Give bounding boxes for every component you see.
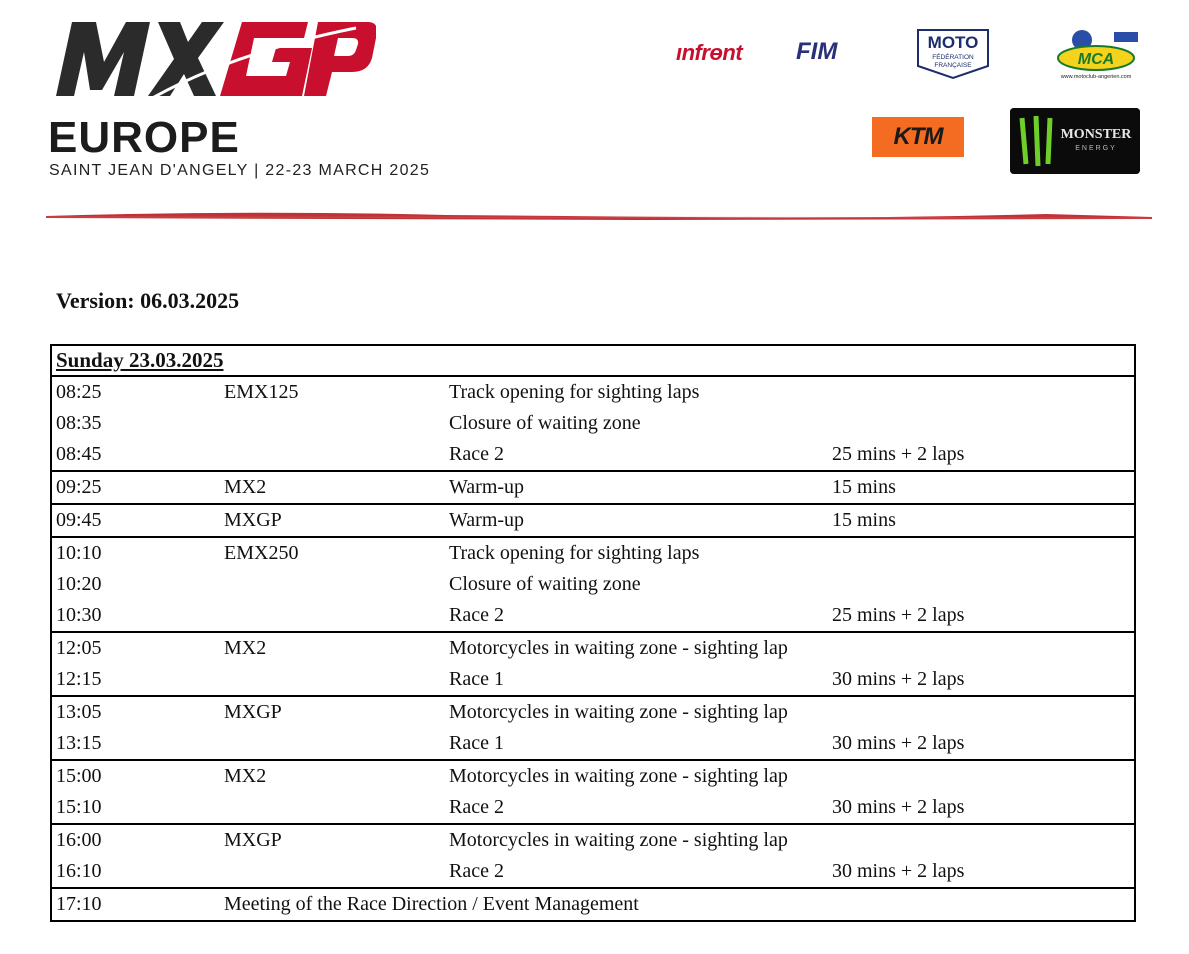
duration-cell: 25 mins + 2 laps xyxy=(832,443,965,465)
schedule-row xyxy=(52,408,1134,439)
time-cell: 10:10 xyxy=(56,542,102,564)
schedule-row xyxy=(52,856,1134,887)
activity-cell: Race 2 xyxy=(449,860,504,882)
schedule-table xyxy=(50,344,1136,922)
schedule-row xyxy=(52,538,1134,569)
fim-logo: FIM xyxy=(796,38,838,65)
time-cell: 12:15 xyxy=(56,668,102,690)
schedule-row xyxy=(52,728,1134,759)
schedule-row xyxy=(52,633,1134,664)
event-subtitle: SAINT JEAN D'ANGELY | 22-23 MARCH 2025 xyxy=(49,162,431,179)
activity-cell: Track opening for sighting laps xyxy=(449,381,700,403)
monster-energy-logo xyxy=(1010,108,1140,174)
schedule-row xyxy=(52,505,1134,536)
schedule-row xyxy=(52,889,1134,920)
svg-text:MONSTER: MONSTER xyxy=(1060,127,1132,142)
class-cell: EMX125 xyxy=(224,381,299,403)
activity-cell: Closure of waiting zone xyxy=(449,573,641,595)
time-cell: 16:10 xyxy=(56,860,102,882)
schedule-group xyxy=(52,538,1134,633)
duration-cell: 25 mins + 2 laps xyxy=(832,604,965,626)
schedule-row xyxy=(52,697,1134,728)
time-cell: 09:25 xyxy=(56,476,102,498)
schedule-group xyxy=(52,633,1134,697)
schedule-row xyxy=(52,792,1134,823)
activity-cell: Motorcycles in waiting zone - sighting lap xyxy=(449,637,788,659)
schedule-row xyxy=(52,761,1134,792)
svg-text:FÉDÉRATION: FÉDÉRATION xyxy=(932,54,974,61)
time-cell: 16:00 xyxy=(56,829,102,851)
mca-logo xyxy=(1052,26,1140,80)
time-cell: 15:10 xyxy=(56,796,102,818)
schedule-row xyxy=(52,472,1134,503)
duration-cell: 15 mins xyxy=(832,509,896,531)
class-cell: MX2 xyxy=(224,637,267,659)
duration-cell: 30 mins + 2 laps xyxy=(832,668,965,690)
activity-cell: Motorcycles in waiting zone - sighting lap xyxy=(449,765,788,787)
activity-cell: Motorcycles in waiting zone - sighting lap xyxy=(449,701,788,723)
duration-cell: 30 mins + 2 laps xyxy=(832,860,965,882)
activity-cell: Warm-up xyxy=(449,509,525,531)
schedule-group xyxy=(52,761,1134,825)
activity-cell: Race 2 xyxy=(449,796,504,818)
time-cell: 15:00 xyxy=(56,765,102,787)
activity-cell: Motorcycles in waiting zone - sighting lap xyxy=(449,829,788,851)
duration-cell: 30 mins + 2 laps xyxy=(832,796,965,818)
schedule-row xyxy=(52,825,1134,856)
day-heading: Sunday 23.03.2025 xyxy=(52,346,1134,377)
description-cell: Meeting of the Race Direction / Event Management xyxy=(224,893,639,915)
time-cell: 17:10 xyxy=(56,893,102,915)
svg-text:ENERGY: ENERGY xyxy=(1075,145,1117,152)
schedule-row xyxy=(52,439,1134,470)
ktm-logo: KTM xyxy=(872,117,964,157)
duration-cell: 30 mins + 2 laps xyxy=(832,732,965,754)
mxgp-logo xyxy=(46,14,376,106)
activity-cell: Track opening for sighting laps xyxy=(449,542,700,564)
schedule-group xyxy=(52,825,1134,889)
svg-text:FRANÇAISE: FRANÇAISE xyxy=(934,62,972,69)
time-cell: 08:25 xyxy=(56,381,102,403)
svg-text:MCA: MCA xyxy=(1077,51,1115,68)
schedule-group xyxy=(52,697,1134,761)
time-cell: 09:45 xyxy=(56,509,102,531)
duration-cell: 15 mins xyxy=(832,476,896,498)
infront-logo: ınfrɵnt xyxy=(676,40,743,65)
event-title: EUROPE xyxy=(48,113,240,162)
svg-text:MOTO: MOTO xyxy=(927,33,979,52)
class-cell: MX2 xyxy=(224,476,267,498)
schedule-row xyxy=(52,377,1134,408)
svg-text:www.motoclub-angerien.com: www.motoclub-angerien.com xyxy=(1060,74,1132,80)
schedule-group xyxy=(52,889,1134,920)
class-cell: MX2 xyxy=(224,765,267,787)
time-cell: 13:15 xyxy=(56,732,102,754)
time-cell: 08:45 xyxy=(56,443,102,465)
class-cell: MXGP xyxy=(224,829,282,851)
class-cell: EMX250 xyxy=(224,542,299,564)
schedule-group xyxy=(52,472,1134,505)
schedule-group xyxy=(52,377,1134,472)
activity-cell: Closure of waiting zone xyxy=(449,412,641,434)
class-cell: MXGP xyxy=(224,509,282,531)
schedule-group xyxy=(52,505,1134,538)
activity-cell: Race 2 xyxy=(449,604,504,626)
time-cell: 08:35 xyxy=(56,412,102,434)
schedule-row xyxy=(52,569,1134,600)
schedule-row xyxy=(52,600,1134,631)
version-label: Version: 06.03.2025 xyxy=(56,288,240,313)
class-cell: MXGP xyxy=(224,701,282,723)
time-cell: 12:05 xyxy=(56,637,102,659)
ffm-moto-logo xyxy=(912,26,994,80)
activity-cell: Race 1 xyxy=(449,668,504,690)
activity-cell: Race 1 xyxy=(449,732,504,754)
activity-cell: Race 2 xyxy=(449,443,504,465)
activity-cell: Warm-up xyxy=(449,476,525,498)
header-divider xyxy=(46,206,1152,224)
time-cell: 13:05 xyxy=(56,701,102,723)
time-cell: 10:20 xyxy=(56,573,102,595)
schedule-groups xyxy=(52,377,1134,920)
time-cell: 10:30 xyxy=(56,604,102,626)
schedule-row xyxy=(52,664,1134,695)
